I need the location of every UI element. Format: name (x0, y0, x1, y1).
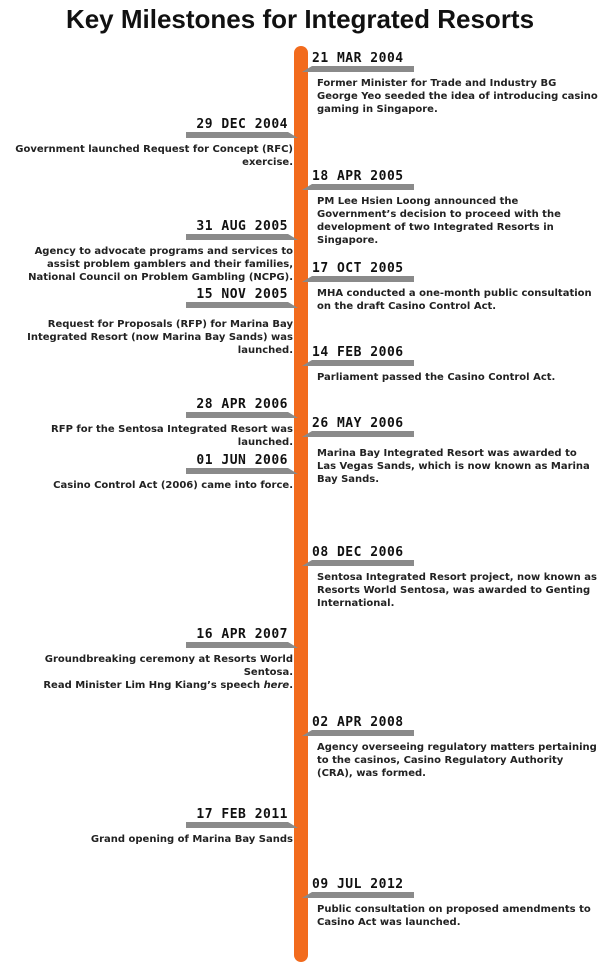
speech-suffix: . (289, 680, 293, 691)
milestone-date: 01 JUN 2006 (196, 453, 288, 468)
milestone-date: 18 APR 2005 (312, 169, 404, 184)
milestone-description: Parliament passed the Casino Control Act. (317, 372, 556, 383)
date-underline-bar (302, 431, 414, 437)
date-underline-bar (302, 276, 414, 282)
milestone (3, 452, 298, 492)
date-underline-bar (186, 302, 298, 308)
date-underline-bar (302, 184, 414, 190)
date-underline-bar (186, 468, 298, 474)
milestone-date-tag (186, 116, 298, 138)
milestone-date-tag (302, 168, 414, 190)
milestone-date: 29 DEC 2004 (196, 117, 288, 132)
milestone-description: Agency overseeing regulatory matters pertaining to the casinos, Casino Regulatory Authority (CRA), was formed. (317, 742, 597, 779)
page-title: Key Milestones for Integrated Resorts (65, 4, 535, 34)
milestone-date-tag (186, 452, 298, 474)
milestone (3, 396, 298, 449)
milestone-date: 21 MAR 2004 (312, 51, 404, 66)
date-underline-bar (186, 234, 298, 240)
speech-text: Read Minister Lim Hng Kiang’s speech (43, 680, 261, 691)
milestone-description: PM Lee Hsien Loong announced the Government’s decision to proceed with the development of two Integrated Resorts in Singapore. (317, 196, 561, 246)
milestone-description: MHA conducted a one-month public consultation on the draft Casino Control Act. (317, 288, 592, 312)
date-underline-bar (186, 132, 298, 138)
milestone (302, 876, 598, 929)
milestone-date: 17 OCT 2005 (312, 261, 404, 276)
date-underline-bar (186, 412, 298, 418)
milestone-description: Request for Proposals (RFP) for Marina Bay Integrated Resort (now Marina Bay Sands) was launched. (27, 319, 293, 356)
milestone-description: Government launched Request for Concept (RFC) exercise. (15, 144, 293, 168)
speech-link[interactable]: here (263, 680, 290, 691)
milestone-description: Agency to advocate programs and services to assist problem gamblers and their families, National Council on Problem Gambling (NCPG). (28, 246, 293, 283)
date-underline-bar (302, 560, 414, 566)
milestone-date: 31 AUG 2005 (196, 219, 288, 234)
date-underline-bar (302, 66, 414, 72)
milestone-date-tag (302, 714, 414, 736)
milestone-description: Public consultation on proposed amendments to Casino Act was launched. (317, 904, 591, 928)
milestone-date: 14 FEB 2006 (312, 345, 404, 360)
milestone (302, 415, 598, 486)
milestone-date-tag (186, 218, 298, 240)
milestone (3, 116, 298, 169)
milestone (302, 544, 598, 610)
milestone-date: 09 JUL 2012 (312, 877, 404, 892)
milestone-date: 17 FEB 2011 (196, 807, 288, 822)
date-underline-bar (302, 892, 414, 898)
milestone-description (3, 653, 298, 692)
milestone (3, 626, 298, 692)
milestone-description: RFP for the Sentosa Integrated Resort was launched. (51, 424, 293, 448)
speech-reference (3, 679, 293, 692)
milestone-date-tag (302, 544, 414, 566)
milestone-description: Former Minister for Trade and Industry BG George Yeo seeded the idea of introducing casino gaming in Singapore. (317, 78, 598, 115)
milestone (302, 344, 598, 384)
date-underline-bar (186, 642, 298, 648)
milestone-date-tag (302, 344, 414, 366)
milestone-date-tag (186, 396, 298, 418)
milestone-date: 08 DEC 2006 (312, 545, 404, 560)
milestone-date-tag (302, 876, 414, 898)
milestone (3, 218, 298, 284)
milestone-description: Sentosa Integrated Resort project, now known as Resorts World Sentosa, was awarded to Genting International. (317, 572, 597, 609)
milestone-date: 02 APR 2008 (312, 715, 404, 730)
date-underline-bar (186, 822, 298, 828)
milestone-date-tag (186, 626, 298, 648)
milestone-date-tag (186, 286, 298, 308)
milestone (3, 286, 298, 357)
milestone-text: Groundbreaking ceremony at Resorts World Sentosa. (44, 654, 293, 678)
milestone-date: 28 APR 2006 (196, 397, 288, 412)
milestone (302, 168, 598, 247)
milestone (3, 806, 298, 846)
milestone-description: Grand opening of Marina Bay Sands (90, 834, 293, 845)
milestone (302, 714, 598, 780)
milestone-date-tag (302, 260, 414, 282)
milestone-date: 26 MAY 2006 (312, 416, 404, 431)
date-underline-bar (302, 360, 414, 366)
milestone-date-tag (302, 415, 414, 437)
milestone-date: 15 NOV 2005 (196, 287, 288, 302)
milestone-date-tag (302, 50, 414, 72)
date-underline-bar (302, 730, 414, 736)
milestone-description: Casino Control Act (2006) came into force. (53, 480, 293, 491)
milestone-description: Marina Bay Integrated Resort was awarded to Las Vegas Sands, which is now known as Marina Bay Sands. (317, 448, 590, 485)
milestone-date: 16 APR 2007 (196, 627, 288, 642)
milestone-date-tag (186, 806, 298, 828)
milestone (302, 260, 598, 313)
milestone (302, 50, 598, 116)
